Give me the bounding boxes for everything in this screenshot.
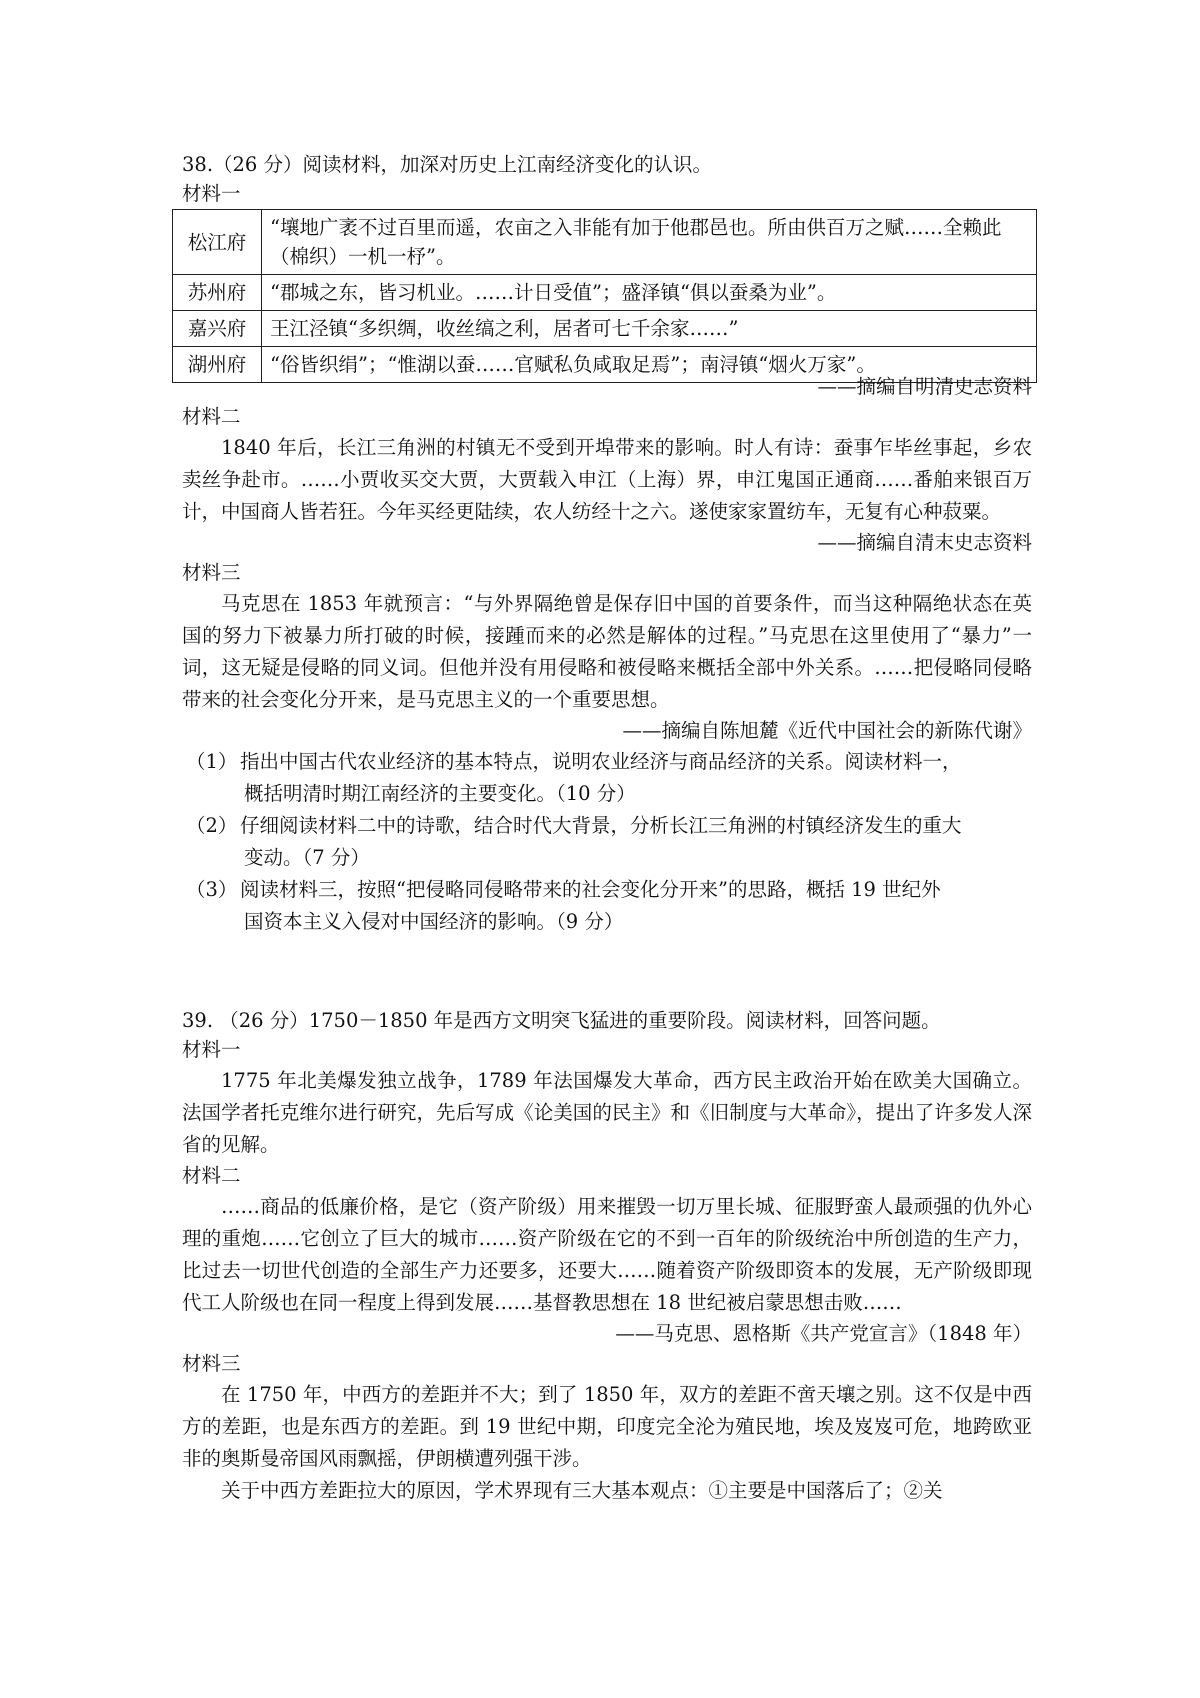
q38-material2-label: 材料二 [182, 405, 241, 428]
q38-material2-text: 1840 年后，长江三角洲的村镇无不受到开埠带来的影响。时人有诗：蚕事乍毕丝事起，乡农卖丝争赴市。……小贾收买交大贾，大贾载入申江（上海）界，申江鬼国正通商……番舶来银百万计，中国商人皆若狂。今年买经更陆续，农人纺经十之六。遂使家家置纺车，无复有心种菽粟。 [182, 436, 1032, 523]
q38-title: 38.（26 分）阅读材料，加深对历史上江南经济变化的认识。 [182, 153, 713, 176]
q38-material3-source: ——摘编自陈旭麓《近代中国社会的新陈代谢》 [622, 719, 1032, 742]
q38-material1-table [172, 209, 1037, 383]
table-text: 王江泾镇“多织绸，收丝缟之利，居者可七千余家……” [262, 311, 1037, 347]
q38-material1-label: 材料一 [182, 182, 241, 205]
table-text: “郡城之东，皆习机业。……计日受值”；盛泽镇“俱以蚕桑为业”。 [262, 275, 1037, 311]
q38-material2-source: ——摘编自清末史志资料 [817, 531, 1032, 554]
table-place: 松江府 [173, 210, 262, 275]
q38-material3-text: 马克思在 1853 年就预言：“与外界隔绝曾是保存旧中国的首要条件，而当这种隔绝状态在英国的努力下被暴力所打破的时候，接踵而来的必然是解体的过程。”马克思在这里使用了“暴力”一词，这无疑是侵略的同义词。但他并没有用侵略和被侵略来概括全部中外关系。……把侵略同侵略带来的社会变化分开来，是马克思主义的一个重要思想。 [182, 592, 1032, 711]
question-line: 变动。（7 分） [244, 846, 370, 869]
question-line: 指出中国古代农业经济的基本特点，说明农业经济与商品经济的关系。阅读材料一， [240, 750, 962, 773]
q39-material1-label: 材料一 [182, 1038, 241, 1061]
q39-material3-text: 在 1750 年，中西方的差距并不大；到了 1850 年，双方的差距不啻天壤之别。这不仅是中西方的差距，也是东西方的差距。到 19 世纪中期，印度完全沦为殖民地，埃及岌岌可危，地跨欧亚非的奥斯曼帝国风雨飘摇，伊朗横遭列强干涉。 [182, 1383, 1032, 1470]
table-place: 嘉兴府 [173, 311, 262, 347]
q38-question-2 [182, 810, 1032, 874]
question-line: 概括明清时期江南经济的主要变化。（10 分） [244, 782, 636, 805]
q39-material1-text: 1775 年北美爆发独立战争，1789 年法国爆发大革命，西方民主政治开始在欧美大国确立。法国学者托克维尔进行研究，先后写成《论美国的民主》和《旧制度与大革命》，提出了许多发人深省的见解。 [182, 1069, 1032, 1156]
table-text: “俗皆织绢”；“惟湖以蚕……官赋私负咸取足焉”；南浔镇“烟火万家”。 [262, 347, 1037, 383]
q38-material1-source: ——摘编自明清史志资料 [817, 375, 1032, 398]
q38-header [182, 150, 1032, 208]
q39-title: 39. （26 分）1750－1850 年是西方文明突飞猛进的重要阶段。阅读材料，回答问题。 [182, 1009, 941, 1032]
table-place: 湖州府 [173, 347, 262, 383]
question-line: 国资本主义入侵对中国经济的影响。（9 分） [244, 910, 624, 933]
question-number: （1） [186, 750, 238, 773]
q39-section [182, 1006, 1032, 1507]
table-text: “壤地广袤不过百里而遥，农亩之入非能有加于他郡邑也。所由供百万之赋……全赖此（棉织）一机一杼”。 [262, 210, 1037, 275]
table-row [173, 210, 1037, 275]
q38-material3-label: 材料三 [182, 561, 241, 584]
q38-question-1 [182, 746, 1032, 810]
question-line: 仔细阅读材料二中的诗歌，结合时代大背景，分析长江三角洲的村镇经济发生的重大 [240, 814, 962, 837]
q39-material3-text-cont: 关于中西方差距拉大的原因，学术界现有三大基本观点：①主要是中国落后了；②关 [221, 1479, 943, 1502]
table-row [173, 275, 1037, 311]
table-row [173, 311, 1037, 347]
question-line: 阅读材料三，按照“把侵略同侵略带来的社会变化分开来”的思路，概括 19 世纪外 [240, 878, 941, 901]
q39-material2-label: 材料二 [182, 1164, 241, 1187]
table-place: 苏州府 [173, 275, 262, 311]
q38-materials-2-3 [182, 372, 1032, 938]
q39-material2-source: ——马克思、恩格斯《共产党宣言》（1848 年） [615, 1322, 1032, 1345]
q39-material2-text: ……商品的低廉价格，是它（资产阶级）用来摧毁一切万里长城、征服野蛮人最顽强的仇外心理的重炮……它创立了巨大的城市……资产阶级在它的不到一百年的阶级统治中所创造的生产力，比过去一切世代创造的全部生产力还要多，还要大……随着资产阶级即资本的发展，无产阶级即现代工人阶级也在同一程度上得到发展……基督教思想在 18 世纪被启蒙思想击败…… [182, 1195, 1032, 1314]
question-number: （3） [186, 878, 238, 901]
question-number: （2） [186, 814, 238, 837]
q39-material3-label: 材料三 [182, 1352, 241, 1375]
q38-question-3 [182, 874, 1032, 938]
